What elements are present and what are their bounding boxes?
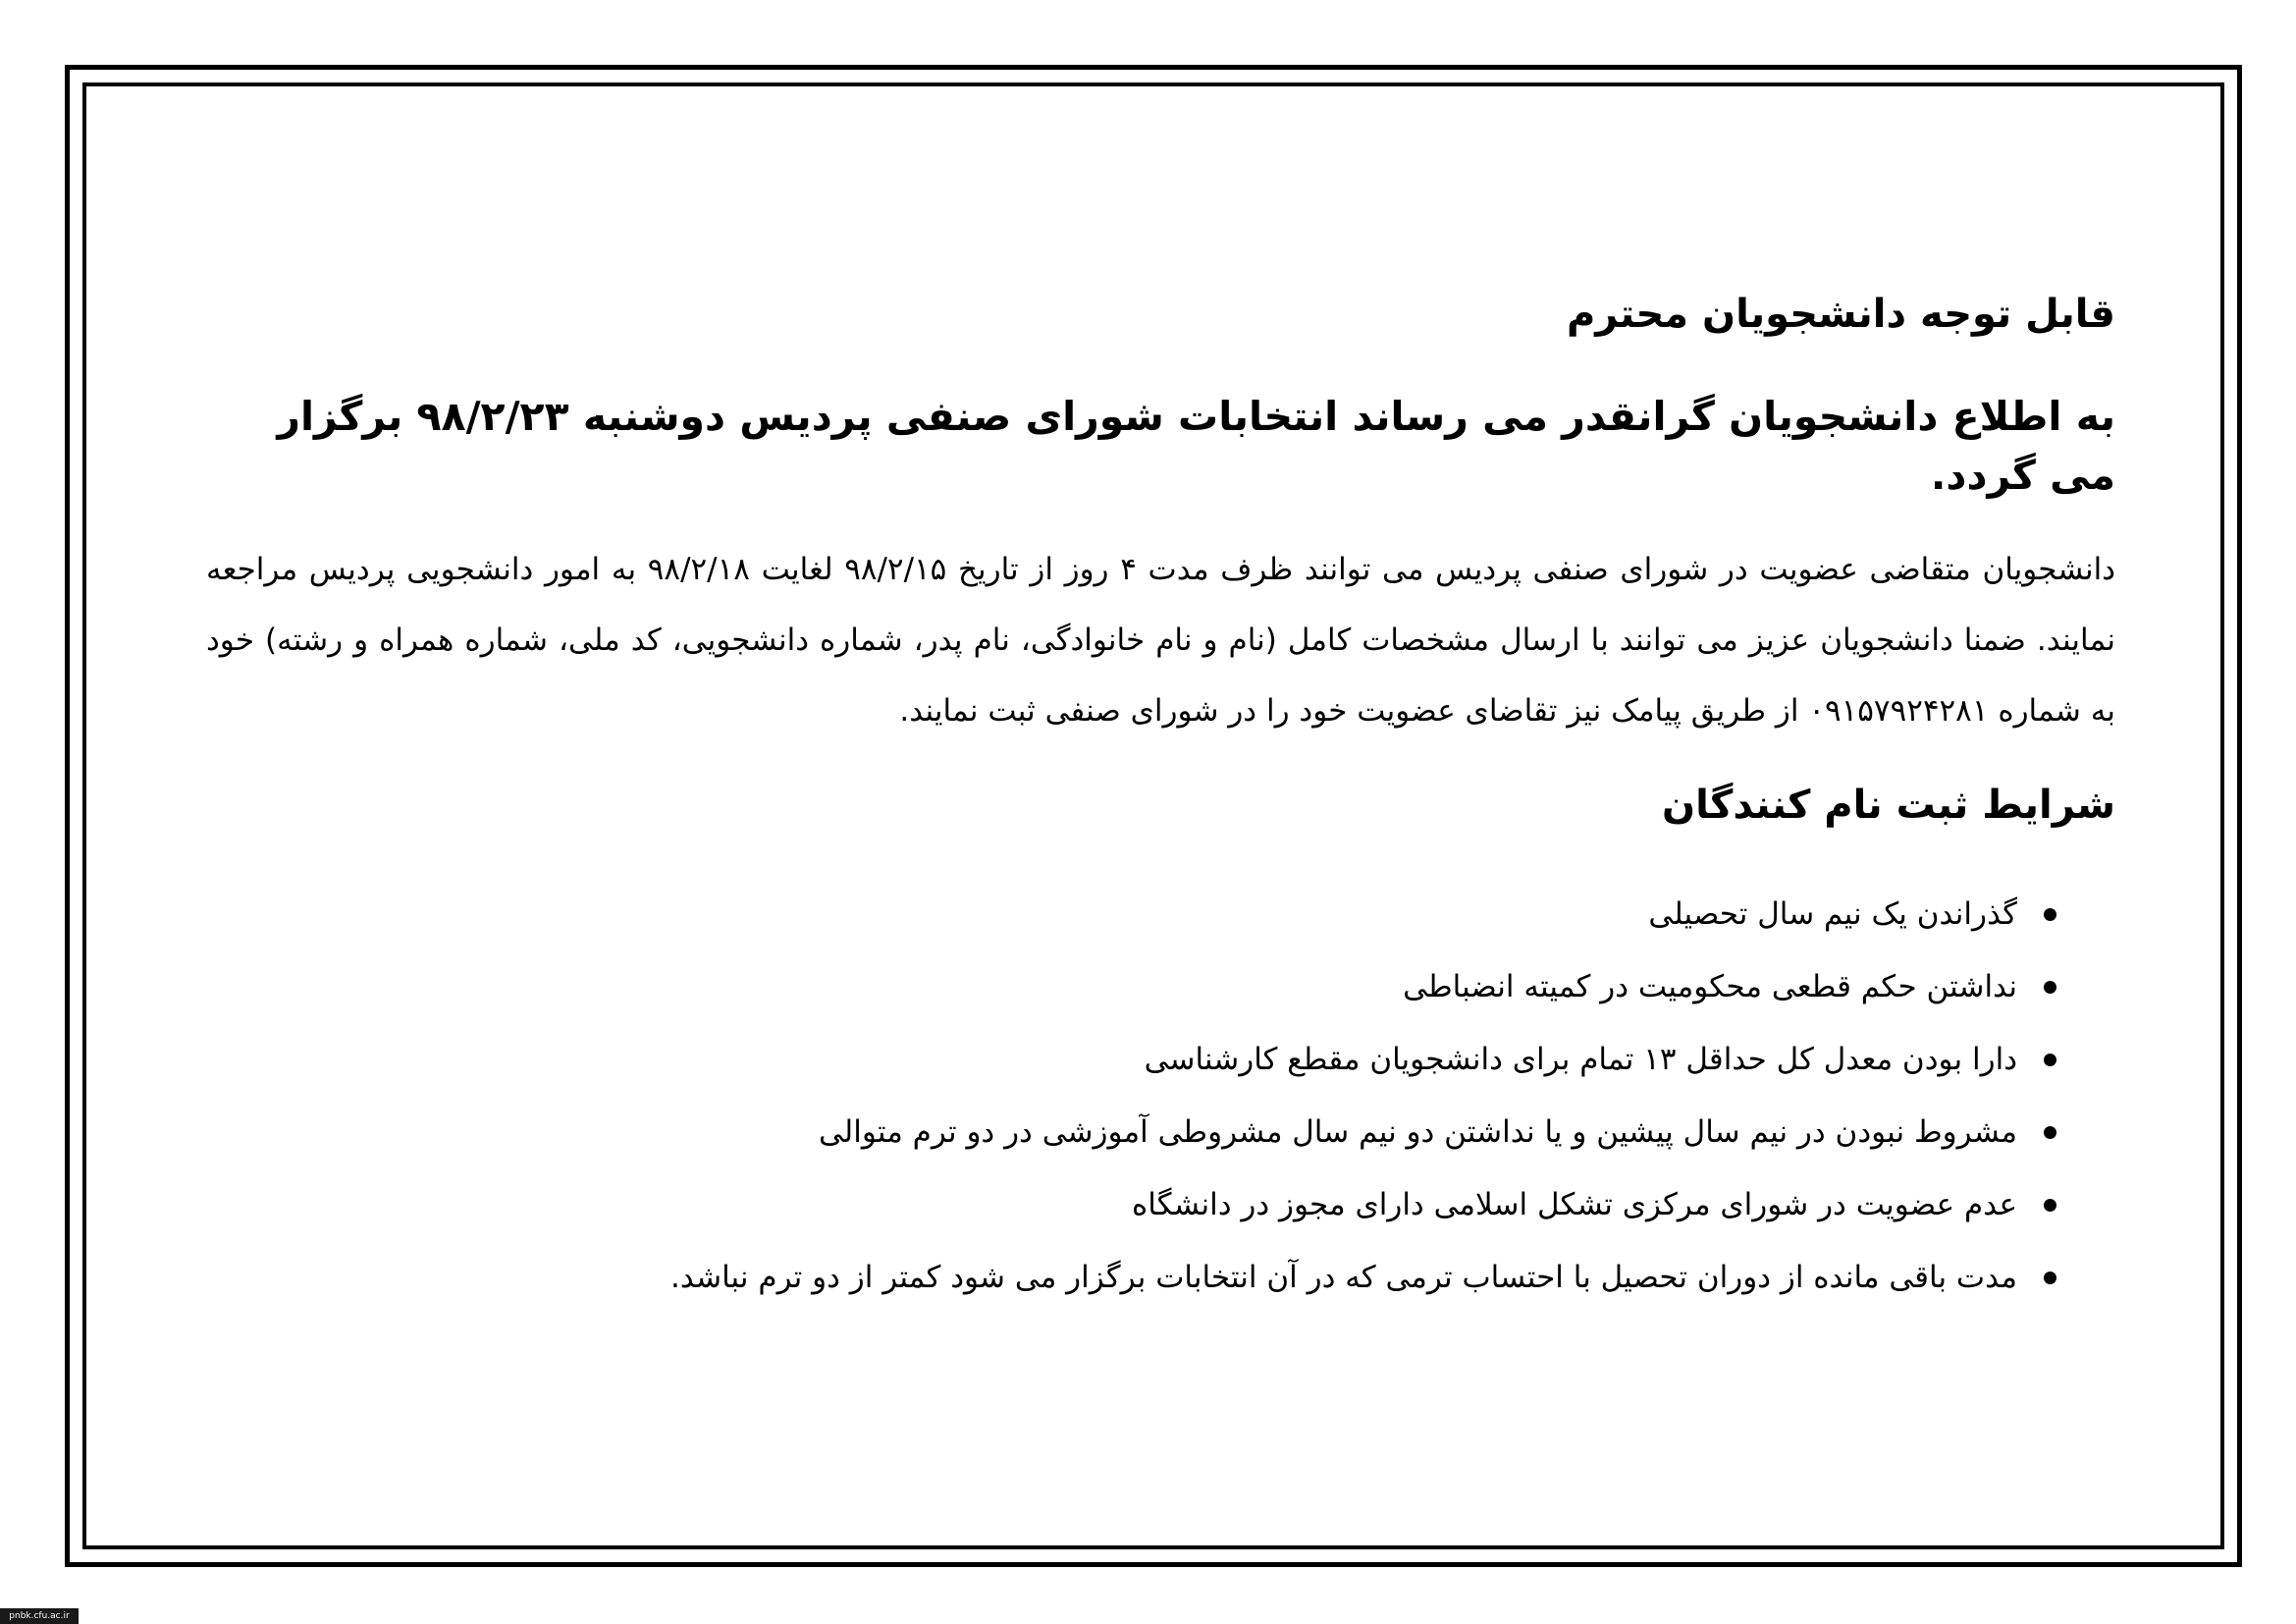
condition-text: مشروط نبودن در نیم سال پیشین و یا نداشتن دو نیم سال مشروطی آموزشی در دو ترم متوالی [818, 1114, 2017, 1150]
list-item [206, 1023, 2056, 1096]
bullet-icon [2044, 1054, 2056, 1066]
bullet-icon [2044, 1126, 2056, 1139]
condition-text: نداشتن حکم قطعی محکومیت در کمیته انضباطی [1403, 969, 2017, 1004]
list-item [206, 950, 2056, 1023]
condition-text: دارا بودن معدل کل حداقل ۱۳ تمام برای دانشجویان مقطع کارشناسی [1144, 1042, 2017, 1077]
condition-text: مدت باقی مانده از دوران تحصیل با احتساب ترمی که در آن انتخابات برگزار می شود کمتر از دو ترم نباشد. [670, 1260, 2017, 1295]
announcement-content [206, 285, 2115, 1314]
list-item [206, 878, 2056, 950]
announcement-title: قابل توجه دانشجویان محترم [1566, 292, 2115, 337]
conditions-title: شرایط ثبت نام کنندگان [1661, 783, 2115, 828]
condition-text: گذراندن یک نیم سال تحصیلی [1648, 896, 2017, 932]
site-logo-text: pnbk.cfu.ac.ir [9, 1611, 70, 1621]
bullet-icon [2044, 981, 2056, 994]
announcement-headline: به اطلاع دانشجویان گرانقدر می رساند انتخابات شورای صنفی پردیس دوشنبه ۹۸/۲/۲۳ برگزار می گردد. [277, 393, 2115, 499]
list-item [206, 1241, 2056, 1314]
list-item [206, 1168, 2056, 1241]
condition-text: عدم عضویت در شورای مرکزی تشکل اسلامی دارای مجوز در دانشگاه [1132, 1187, 2017, 1222]
site-logo [0, 1608, 79, 1624]
bullet-icon [2044, 1199, 2056, 1212]
bullet-icon [2044, 908, 2056, 921]
bullet-icon [2044, 1272, 2056, 1284]
conditions-list [206, 878, 2115, 1314]
announcement-body: دانشجویان متقاضی عضویت در شورای صنفی پردیس می توانند ظرف مدت ۴ روز از تاریخ ۹۸/۲/۱۵ لغایت ۹۸/۲/۱۸ به امور دانشجویی پردیس مراجعه نمایند. ضمنا دانشجویان عزیز می توانند با ارسال مشخصات کامل (نام و نام خانوادگی، نام پدر، شماره دانشجویی، کد ملی، شماره همراه و رشته) خود به شماره ۰۹۱۵۷۹۲۴۲۸۱ از طریق پیامک نیز تقاضای عضویت خود را در شورای صنفی ثبت نمایند. [206, 552, 2116, 729]
list-item [206, 1096, 2056, 1168]
